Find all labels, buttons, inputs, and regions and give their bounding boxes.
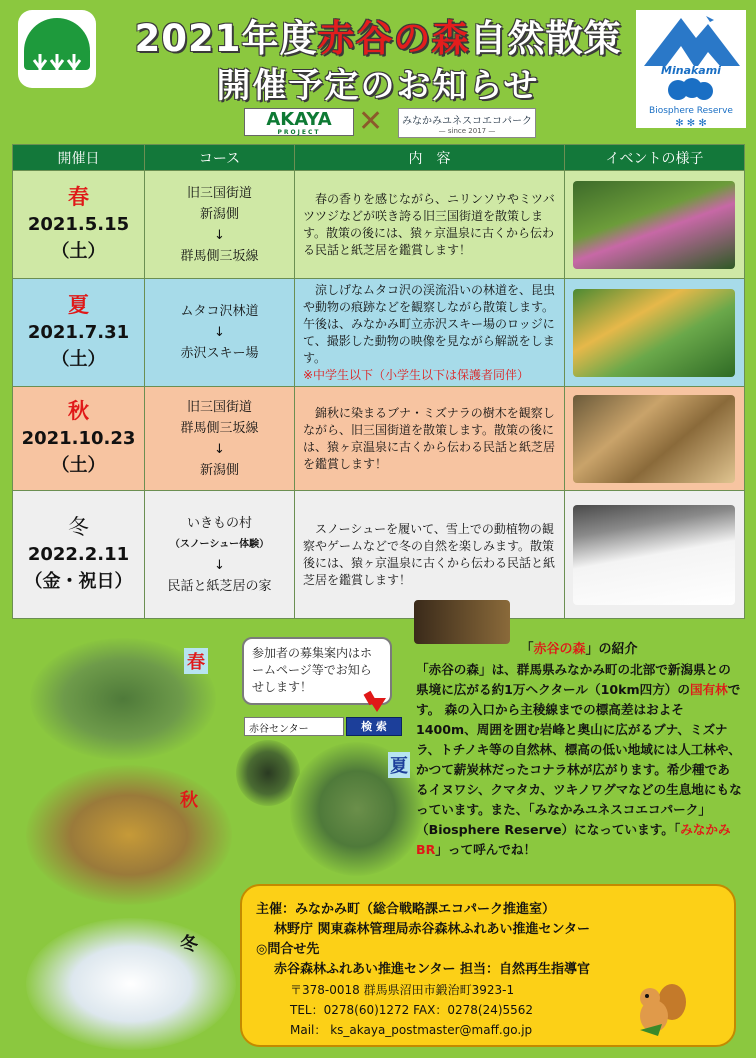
content-cell: 涼しげなムタコ沢の渓流沿いの林道を、昆虫や動物の痕跡などを観察しながら散策します。午後は、みなかみ町立赤沢スキー場のロッジにて、撮影した動物の映像を見ながら解説をします。 ※中学生以下（小学生以下は保護者同伴）: [295, 279, 565, 387]
notice-bubble: 参加者の募集案内はホームページ等でお知らせします！: [242, 637, 392, 705]
page-title: 2021年度赤谷の森自然散策: [134, 17, 622, 60]
photo-cell: [565, 171, 745, 279]
autumn-photo: [573, 395, 735, 483]
contact-heading: ◎問合せ先: [256, 942, 320, 957]
summer-label: 夏: [388, 752, 410, 778]
content-cell: スノーシューを履いて、雪上での動植物の観察やゲームなどで冬の自然を楽しみます。散策後には、猿ヶ京温泉に古くから伝わる民話と紙芝居を鑑賞します！: [295, 491, 565, 619]
course-cell: ムタコ沢林道 ↓ 赤沢スキー場: [145, 279, 295, 387]
contact-address: 〒378-0018 群馬県沼田市鍛治町3923-1: [290, 983, 515, 997]
header-date: 開催日: [13, 145, 145, 171]
header-course: コース: [145, 145, 295, 171]
forest-introduction: [416, 640, 742, 860]
summer-photo: [573, 289, 735, 377]
photo-cell: [565, 491, 745, 619]
squirrel-icon: [632, 980, 688, 1040]
organizer-line: 林野庁 関東森林管理局赤谷森林ふれあい推進センター: [274, 922, 591, 937]
intro-heading: 「赤谷の森」の紹介: [520, 642, 638, 657]
minakami-ecopark-logo: みなかみユネスコエコパーク — since 2017 —: [398, 108, 536, 138]
organizer-line: 主催：みなかみ町（総合戦略課エコパーク推進室）: [256, 902, 556, 917]
contact-center: 赤谷森林ふれあい推進センター 担当：自然再生指導官: [274, 962, 591, 977]
table-row-spring: [13, 171, 745, 279]
date-cell: 春 2021.5.15 （土）: [13, 171, 145, 279]
content-cell: 錦秋に染まるブナ・ミズナラの樹木を観察しながら、旧三国街道を散策します。散策の後には、猿ヶ京温泉に古くから伝わる民話と紙芝居を鑑賞します！: [295, 387, 565, 491]
date-cell: 秋 2021.10.23 （土）: [13, 387, 145, 491]
date-cell: 冬 2022.2.11 （金・祝日）: [13, 491, 145, 619]
winter-label: 冬: [180, 934, 198, 955]
autumn-hike-photo: [26, 765, 232, 905]
header-photo: イベントの様子: [565, 145, 745, 171]
page-subtitle: 開催予定のお知らせ: [216, 66, 540, 106]
table-row-winter: [13, 491, 745, 619]
spring-photo: [573, 181, 735, 269]
schedule-table: [12, 144, 745, 619]
search-button[interactable]: 検 索: [346, 717, 402, 736]
mountain-icon: [636, 10, 746, 68]
photo-cell: [565, 387, 745, 491]
storytelling-photo: [414, 600, 510, 644]
contact-phone: TEL：0278(60)1272 FAX：0278(24)5562: [290, 1003, 534, 1017]
table-header-row: [13, 145, 745, 171]
photo-cell: [565, 279, 745, 387]
spring-label: 春: [184, 648, 208, 674]
table-row-summer: [13, 279, 745, 387]
contact-email[interactable]: Mail： ks_akaya_postmaster@maff.go.jp: [290, 1023, 533, 1037]
course-cell: いきもの村 （スノーシュー体験） ↓ 民話と紙芝居の家: [145, 491, 295, 619]
date-cell: 夏 2021.7.31 （土）: [13, 279, 145, 387]
autumn-label: 秋: [180, 790, 198, 811]
collaboration-x-icon: ✕: [358, 104, 384, 139]
course-cell: 旧三国街道 新潟側 ↓ 群馬側三坂線: [145, 171, 295, 279]
course-cell: 旧三国街道 群馬側三坂線 ↓ 新潟側: [145, 387, 295, 491]
forest-logo: [18, 10, 96, 88]
snowflake-icons: ✻ ✻ ✻: [675, 118, 707, 129]
tree-trunks-icon: [32, 52, 82, 82]
intro-body: 「赤谷の森」は、群馬県みなかみ町の北部で新潟県との県境に広がる約1万ヘクタール（10km四方）の国有林です。 森の入口から主稜線までの標高差はおよそ1400m、周囲を囲む岩峰と奥山に広がるブナ、ミズナラ、トチノキ等の自然林、標高の低い地域には人工林や、かつて薪炭林だったコナラ林が広がります。希少種であるイヌワシ、クマタカ、ツキノワグマなどの生息地にもなっています。また、「みなかみユネスコエコパーク」（Biosphere Reserve）になっています。「みなかみBR」って呼んでね！: [416, 662, 742, 857]
content-cell: 春の香りを感じながら、ニリンソウやミツバツツジなどが咲き誇る旧三国街道を散策します。散策の後には、猿ヶ京温泉に古くから伝わる民話と紙芝居を鑑賞します！: [295, 171, 565, 279]
search-input[interactable]: 赤谷センター: [244, 717, 344, 736]
biosphere-reserve-logo: Minakami Biosphere Reserve ✻ ✻ ✻: [636, 10, 746, 128]
tree-icon: [658, 78, 724, 104]
akaya-project-logo: AKAYA PROJECT: [244, 108, 354, 136]
winter-photo: [573, 505, 735, 605]
winter-hike-photo: [26, 918, 236, 1050]
header-content: 内 容: [295, 145, 565, 171]
table-row-autumn: [13, 387, 745, 491]
age-note: ※中学生以下（小学生以下は保護者同伴）: [303, 367, 530, 382]
